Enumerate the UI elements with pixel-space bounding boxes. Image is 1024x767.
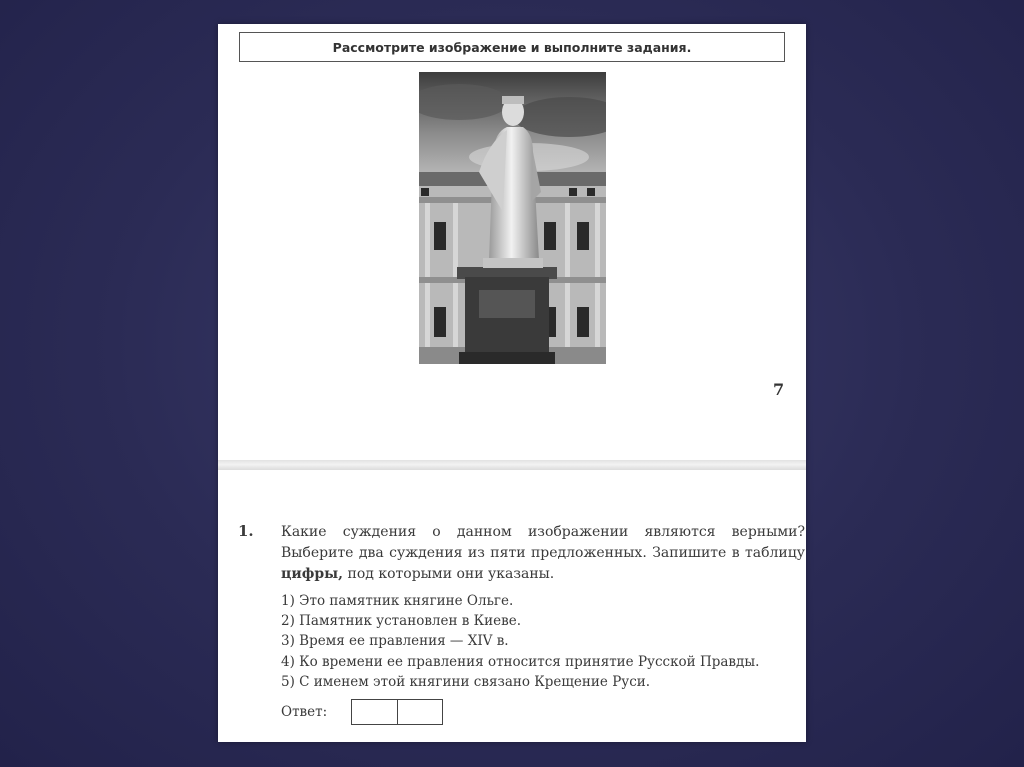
instruction-text: Рассмотрите изображение и выполните задания. <box>332 39 692 55</box>
statue-photo-drawing <box>419 72 606 364</box>
answer-table <box>351 699 443 725</box>
answer-row <box>281 699 443 725</box>
option-5: 5) С именем этой княгини связано Крещение Руси. <box>281 673 651 690</box>
page-divider <box>218 460 806 470</box>
answer-cell-1[interactable] <box>352 700 397 724</box>
question-number: 1. <box>238 522 254 540</box>
options-list <box>281 591 805 692</box>
question-text-part2: под которыми они указаны. <box>343 566 555 582</box>
question-text-part1: Какие суждения о данном изображении являются верными? Выберите два суждения из пяти предложенных. Запишите в таблицу <box>281 524 805 561</box>
option-2: 2) Памятник установлен в Киеве. <box>281 613 521 630</box>
question-text <box>281 522 805 585</box>
question-text-bold: цифры, <box>281 566 344 582</box>
option-4: 4) Ко времени ее правления относится принятие Русской Правды. <box>281 653 760 670</box>
page-number: 7 <box>773 380 785 399</box>
option-1: 1) Это памятник княгине Ольге. <box>281 593 514 609</box>
document-page <box>218 24 806 742</box>
option-3: 3) Время ее правления — XIV в. <box>281 633 509 650</box>
answer-label: Ответ: <box>281 704 328 720</box>
answer-cell-2[interactable] <box>397 700 442 724</box>
statue-photo <box>419 72 606 364</box>
instruction-box <box>239 32 785 62</box>
